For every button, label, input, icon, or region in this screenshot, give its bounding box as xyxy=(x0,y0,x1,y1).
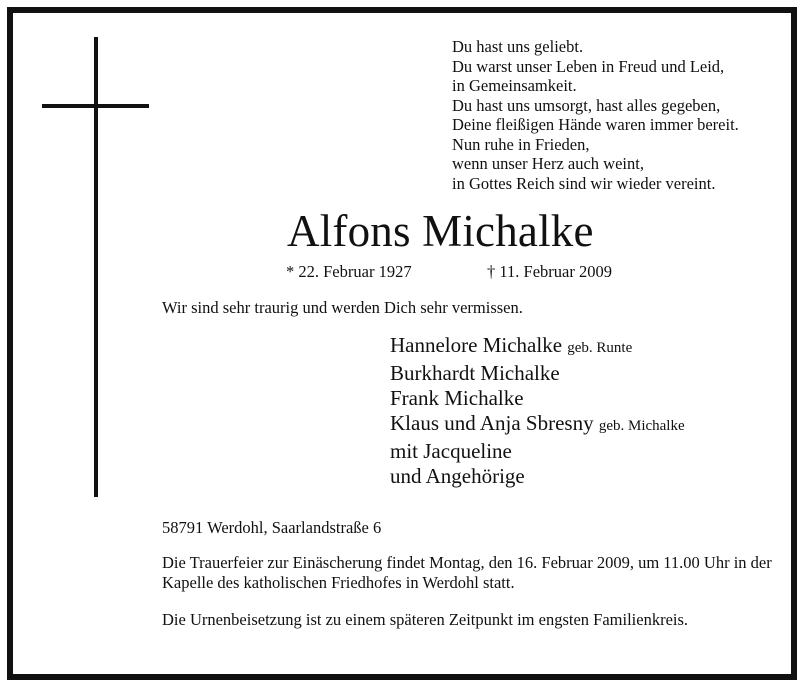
family-member-name: Klaus und Anja Sbresny xyxy=(390,411,594,435)
poem-line: in Gottes Reich sind wir wieder vereint. xyxy=(452,173,716,193)
family-member xyxy=(390,411,685,439)
death-date: † 11. Februar 2009 xyxy=(487,262,612,281)
maiden-name: geb. Michalke xyxy=(598,418,685,434)
poem-line: in Gemeinsamkeit. xyxy=(452,76,577,95)
family-member xyxy=(390,464,685,489)
address: 58791 Werdohl, Saarlandstraße 6 xyxy=(162,518,382,537)
family-member-name: Frank Michalke xyxy=(390,386,524,410)
poem-line: Du hast uns geliebt. xyxy=(452,37,584,56)
family-member xyxy=(390,439,685,464)
family-member xyxy=(390,386,685,411)
poem-line: Deine fleißigen Hände waren immer bereit. xyxy=(452,115,739,134)
poem-line: Du warst unser Leben in Freud und Leid, xyxy=(452,56,725,76)
cross-horizontal-bar xyxy=(42,104,149,108)
family-list xyxy=(390,333,685,489)
family-member-name: Hannelore Michalke xyxy=(390,333,563,357)
maiden-name: geb. Runte xyxy=(567,340,633,356)
family-member xyxy=(390,361,685,386)
family-member-name: und Angehörige xyxy=(390,464,525,488)
urn-notice: Die Urnenbeisetzung ist zu einem späteren Zeitpunkt im engsten Familienkreis. xyxy=(162,610,689,629)
family-member-name: mit Jacqueline xyxy=(390,439,512,463)
family-member xyxy=(390,333,685,361)
poem-line: Du hast uns umsorgt, hast alles gegeben, xyxy=(452,95,721,115)
poem xyxy=(452,37,739,193)
birth-date: * 22. Februar 1927 xyxy=(286,262,412,281)
family-member-name: Burkhardt Michalke xyxy=(390,361,560,385)
funeral-notice: Die Trauerfeier zur Einäscherung findet Montag, den 16. Februar 2009, um 11.00 Uhr in der Kapelle des katholischen Friedhofes in Werdohl statt. xyxy=(162,553,772,592)
farewell-message: Wir sind sehr traurig und werden Dich sehr vermissen. xyxy=(162,298,523,317)
poem-line: wenn unser Herz auch weint, xyxy=(452,154,644,173)
deceased-name: Alfons Michalke xyxy=(287,206,594,256)
poem-line: Nun ruhe in Frieden, xyxy=(452,134,590,154)
